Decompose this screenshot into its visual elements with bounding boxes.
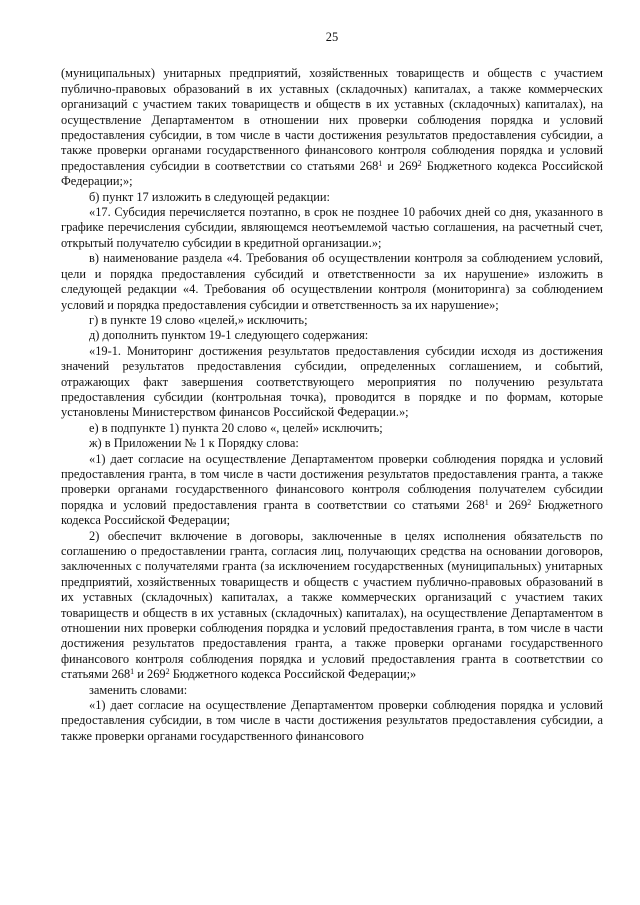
superscript: 2 bbox=[527, 497, 532, 507]
superscript: 2 bbox=[417, 158, 422, 168]
paragraph-quote-2 bbox=[61, 529, 603, 683]
paragraph-text: и 269 bbox=[488, 497, 528, 512]
paragraph-text: Бюджетного кодекса Российской Федерации;»; bbox=[61, 158, 603, 189]
paragraph-text: Бюджетного кодекса Российской Федерации; bbox=[61, 497, 603, 528]
paragraph-text: и 269 bbox=[134, 667, 166, 682]
paragraph-item-v: в) наименование раздела «4. Требования об осуществлении контроля за соблюдением условий, цели и порядка предоставления субсидий и ответственности за их нарушение» изложить в следующей редакции «4. Требования об осуществлении контроля (мониторинга) за соблюдением условий и порядка предоставления субсидии и ответственность за их нарушение»; bbox=[61, 251, 603, 312]
paragraph-text: Бюджетного кодекса Российской Федерации;» bbox=[169, 667, 417, 682]
paragraph-item-g: г) в пункте 19 слово «целей,» исключить; bbox=[89, 312, 308, 327]
superscript: 2 bbox=[165, 667, 170, 677]
paragraph-item-b: б) пункт 17 изложить в следующей редакции: bbox=[89, 189, 330, 204]
paragraph-item-d: д) дополнить пунктом 19-1 следующего содержания: bbox=[89, 328, 369, 343]
paragraph-new-quote-1: «1) дает согласие на осуществление Департаментом проверки соблюдения порядка и условий предоставления субсидии, в том числе в части достижения результатов предоставления субсидии, а также проверки органами государственного финансового bbox=[61, 698, 603, 743]
superscript: 1 bbox=[130, 667, 135, 677]
paragraph-text: «1) дает согласие на осуществление Департаментом проверки соблюдения порядка и условий предоставления гранта, в том числе в части достижения результатов предоставления гранта, а также проверки органами государственного финансового контроля соблюдения получателем субсидии порядка и условий предоставления гранта в соответствии со статьями 268 bbox=[61, 451, 603, 512]
paragraph-text: 2) обеспечит включение в договоры, заключенные в целях исполнения обязательств по соглашению о предоставлении гранта, согласия лиц, получающих средства на основании договоров, заключенных с получателями гранта (за исключением государственных (муниципальных) унитарных предприятий, хозяйственных товариществ и обществ с участием публично-правовых образований в их уставных (складочных) капиталах, а также коммерческих организаций с участием таких товариществ и обществ в их уставных (складочных) капиталах), на осуществление Департаментом в отношении них проверки соблюдения порядка и условий предоставления гранта, в том числе в части достижения результатов предоставления гранта, а также проверки органами государственного финансового контроля соблюдения порядка и условий предоставления гранта в соответствии со статьями 268 bbox=[61, 528, 603, 682]
superscript: 1 bbox=[484, 497, 489, 507]
paragraph-point-19-1: «19-1. Мониторинг достижения результатов предоставления субсидии исходя из достижения значений результатов предоставления субсидии, определенных соглашением, и событий, отражающих факт завершения соответствующего мероприятия по получению результата предоставления субсидии (контрольная точка), проводится в порядке и по формам, которые установлены Министерством финансов Российской Федерации.»; bbox=[61, 343, 603, 420]
paragraph-replace-with: заменить словами: bbox=[89, 682, 188, 697]
paragraph-item-e: е) в подпункте 1) пункта 20 слово «, целей» исключить; bbox=[89, 420, 383, 435]
paragraph-continuation bbox=[61, 66, 603, 189]
paragraph-quote-1 bbox=[61, 452, 603, 529]
paragraph-text: и 269 bbox=[382, 158, 418, 173]
superscript: 1 bbox=[378, 158, 383, 168]
paragraph-point-17: «17. Субсидия перечисляется поэтапно, в срок не позднее 10 рабочих дней со дня, указанного в графике перечисления субсидии, являющемся неотъемлемой частью соглашения, на расчетный счет, открытый получателю субсидии в кредитной организации.»; bbox=[61, 205, 603, 250]
page-number: 25 bbox=[325, 30, 339, 44]
paragraph-text: (муниципальных) унитарных предприятий, хозяйственных товариществ и обществ с участием публично-правовых образований в их уставных (складочных) капиталах, а также коммерческих организаций с участием таких товариществ и обществ в их уставных (складочных) капиталах), на осуществление Департаментом в отношении них проверки соблюдения порядка и условий предоставления субсидии, в том числе в части достижения результатов предоставления субсидии, а также проверки органами государственного финансового контроля соблюдения порядка и условий предоставления субсидии в соответствии со статьями 268 bbox=[61, 66, 603, 173]
paragraph-item-zh: ж) в Приложении № 1 к Порядку слова: bbox=[89, 436, 299, 451]
